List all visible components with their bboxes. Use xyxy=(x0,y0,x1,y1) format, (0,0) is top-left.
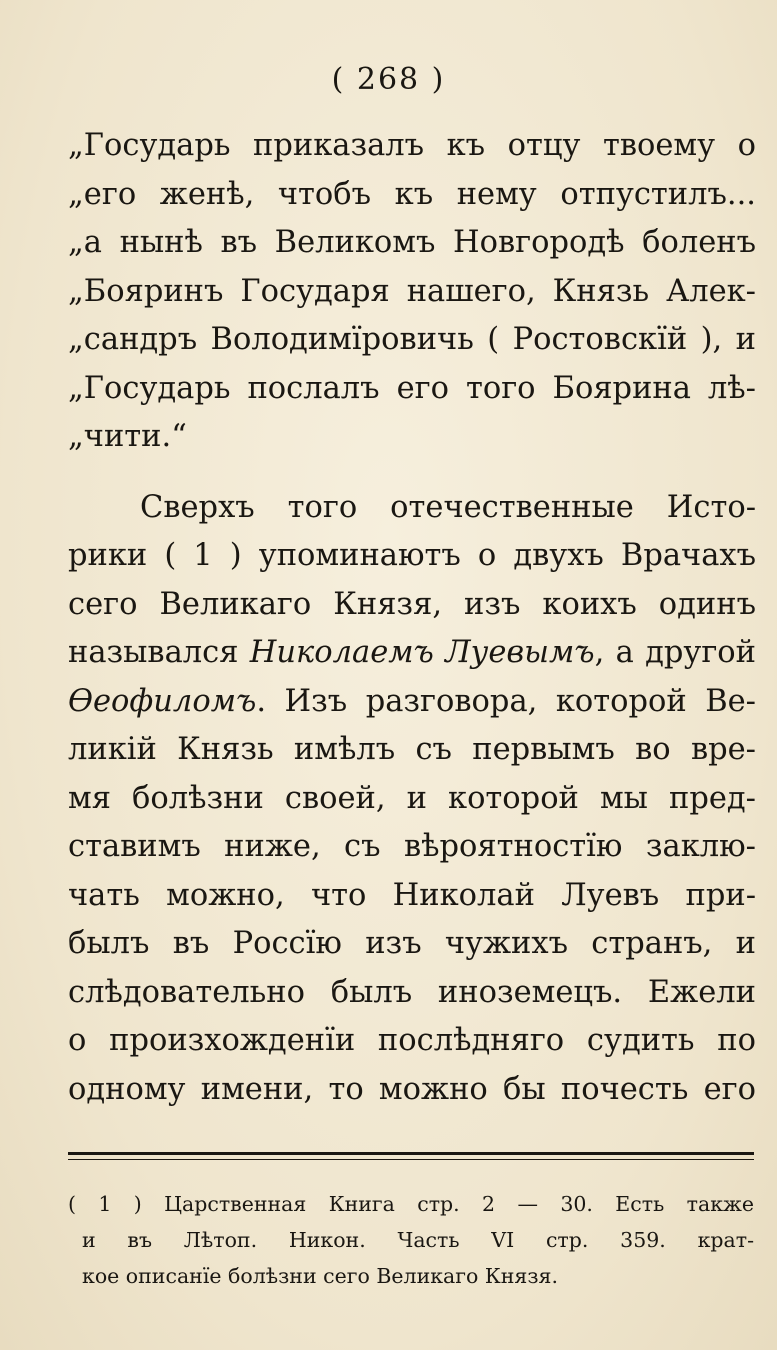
text-line xyxy=(68,678,756,727)
text-line: „Государь послалъ его того Боярина лѣ- xyxy=(68,370,756,406)
text-line: „Государь приказалъ къ отцу твоему о xyxy=(68,128,756,163)
text-line: чать можно, что Николай Луевъ при- xyxy=(68,877,756,913)
footnote-divider-thin xyxy=(68,1159,754,1160)
person-name-feofil: Ѳеофиломъ xyxy=(68,683,257,719)
text-line: одному имени, то можно бы почесть его xyxy=(68,1071,756,1107)
text-line: былъ въ Россїю изъ чужихъ странъ, и xyxy=(68,926,756,961)
footnote-divider xyxy=(68,1152,754,1155)
text-line: о произхожденїи послѣдняго судить по xyxy=(68,1023,756,1058)
text-line: „чити.“ xyxy=(68,419,187,454)
text-line: Сверхъ того отечественные Исто- xyxy=(140,489,756,525)
text-fragment: . Изъ разговора, которой Ве- xyxy=(256,683,756,719)
text-fragment: назывался xyxy=(68,635,250,670)
text-line: „его женѣ, чтобъ къ нему отпустилъ... xyxy=(68,176,756,212)
footnote-line: кое описанїе болѣзни сего Великаго Князя. xyxy=(82,1264,558,1288)
text-line: ликій Князь имѣлъ съ первымъ во вре- xyxy=(68,732,756,767)
text-line: рики ( 1 ) упоминаютъ о двухъ Врачахъ xyxy=(68,538,756,573)
footnote-line: ( 1 ) Царственная Книга стр. 2 — 30. Есть также xyxy=(68,1192,754,1216)
text-line: „сандръ Володимїровичь ( Ростовскїй ), и xyxy=(68,322,756,357)
text-line: слѣдовательно былъ иноземецъ. Ежели xyxy=(68,974,756,1010)
text-line: „Бояринъ Государя нашего, Князь Алек- xyxy=(68,273,756,309)
text-line: ставимъ ниже, съ вѣроятностїю заклю- xyxy=(68,829,756,864)
main-text xyxy=(68,122,756,1114)
person-name-nikolai: Николаемъ Луевымъ xyxy=(249,635,595,670)
page-number: ( 268 ) xyxy=(331,62,446,97)
text-fragment: , а другой xyxy=(594,635,756,670)
footnote-line: и въ Лѣтоп. Никон. Часть VI стр. 359. крат- xyxy=(82,1228,754,1252)
text-line: „а нынѣ въ Великомъ Новгородѣ боленъ xyxy=(68,225,756,260)
text-line: сего Великаго Князя, изъ коихъ одинъ xyxy=(68,586,756,622)
text-line xyxy=(68,629,756,678)
footnote xyxy=(68,1186,754,1294)
text-line: мя болѣзни своей, и которой мы пред- xyxy=(68,780,756,816)
